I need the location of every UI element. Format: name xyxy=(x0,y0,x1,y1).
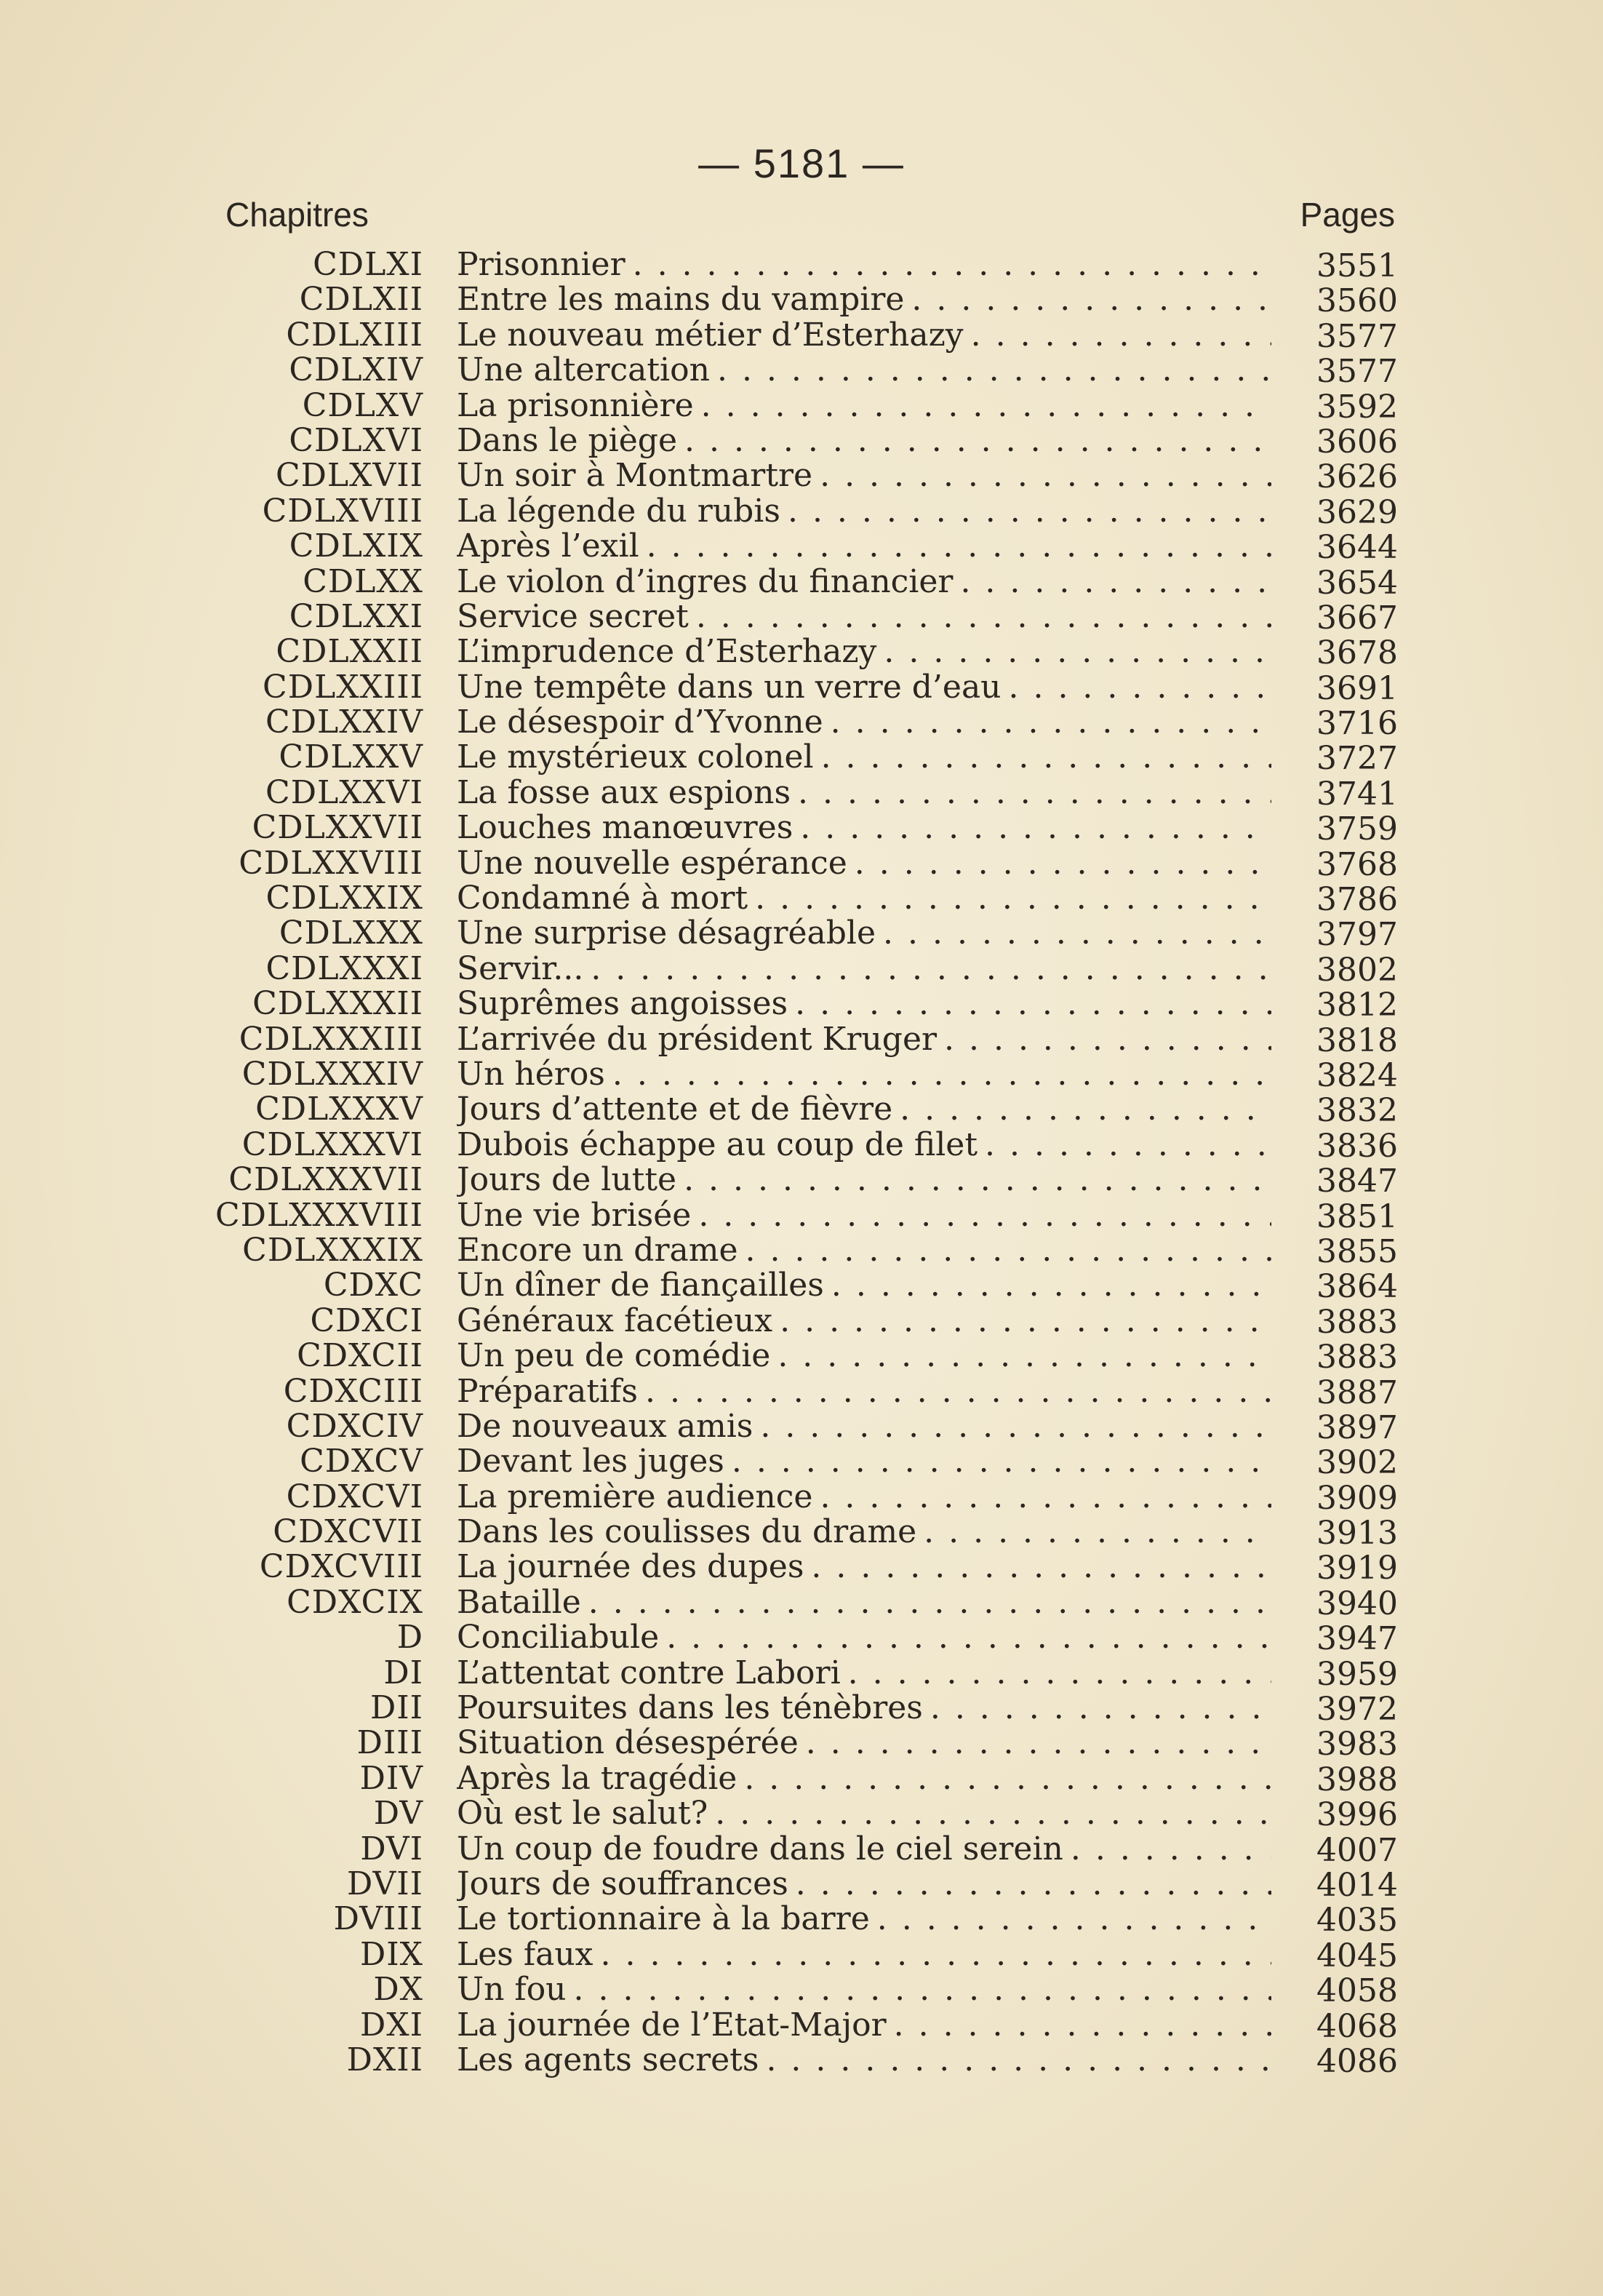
chapter-title: Servir... . . . xyxy=(457,952,591,986)
chapter-number: CDLXXXIII xyxy=(239,1020,423,1058)
chapter-title-leader xyxy=(457,810,1271,845)
toc-entry xyxy=(0,1125,1603,1165)
chapter-title: La journée de l’Etat-Major . . . xyxy=(457,2008,894,2043)
chapter-title-leader xyxy=(457,1515,1271,1550)
toc-entry xyxy=(0,1585,1603,1620)
chapter-title: Suprêmes angoisses . . . xyxy=(457,986,795,1021)
chapter-title-leader xyxy=(457,846,1271,881)
chapter-title-leader xyxy=(457,1972,1271,2007)
chapter-title: Après l’exil . . . xyxy=(457,529,647,564)
toc-entry xyxy=(0,562,1603,602)
toc-entry xyxy=(0,880,1603,919)
chapter-title: Un héros . . . xyxy=(457,1057,612,1092)
page-ref: 3654 xyxy=(1316,564,1398,602)
chapter-number: CDLXXXV xyxy=(255,1091,423,1128)
chapter-title-leader xyxy=(457,1620,1271,1655)
page-ref: 3560 xyxy=(1316,282,1398,320)
chapter-title-leader xyxy=(457,1656,1271,1691)
toc-entry xyxy=(0,846,1603,881)
page-ref: 3644 xyxy=(1316,529,1398,567)
chapter-title-leader xyxy=(457,1550,1271,1585)
chapter-title: La première audience . . . xyxy=(457,1480,820,1515)
chapter-title: Une tempête dans un verre d’eau . . . xyxy=(457,670,1009,705)
page-ref: 3727 xyxy=(1316,740,1398,778)
page-ref: 3759 xyxy=(1316,810,1398,848)
toc-entry xyxy=(0,527,1603,567)
chapter-number: CDLXXVI xyxy=(265,773,423,811)
chapter-title: L’arrivée du président Kruger . . . xyxy=(457,1022,944,1057)
page-ref: 3551 xyxy=(1316,247,1398,284)
chapter-title: Une vie brisée . . . xyxy=(457,1198,698,1233)
chapter-number: DVI xyxy=(360,1830,423,1868)
page-ref: 3919 xyxy=(1316,1550,1398,1587)
chapter-title-leader xyxy=(457,2008,1271,2043)
toc-entry xyxy=(0,1515,1603,1550)
chapter-title: Généraux facétieux . . . xyxy=(457,1304,780,1339)
chapter-number: CDLXXXVIII xyxy=(215,1196,423,1234)
page-ref: 4086 xyxy=(1316,2042,1398,2080)
toc-entry xyxy=(0,949,1603,989)
chapter-title: Un soir à Montmartre . . . xyxy=(457,458,820,493)
chapter-number: CDLXXXVII xyxy=(228,1161,423,1199)
toc-entry xyxy=(0,1198,1603,1233)
page-ref: 3972 xyxy=(1316,1691,1398,1729)
chapter-title: La légende du rubis . . . xyxy=(457,494,788,529)
chapter-title-leader xyxy=(457,423,1271,458)
page-ref: 3897 xyxy=(1316,1408,1398,1446)
chapter-number: CDLXXXIX xyxy=(242,1231,423,1269)
toc-entry xyxy=(0,1761,1603,1796)
chapter-number: CDLXXXIV xyxy=(241,1055,423,1093)
chapter-title: Dans le piège . . . xyxy=(457,423,684,458)
chapter-title-leader xyxy=(457,1761,1271,1796)
chapter-title-leader xyxy=(457,740,1271,775)
toc-entry xyxy=(0,1233,1603,1268)
page-ref: 3883 xyxy=(1316,1303,1398,1341)
chapter-number: CDLXIII xyxy=(286,316,423,354)
chapter-title-leader xyxy=(457,1233,1271,1268)
chapter-title-leader xyxy=(457,1128,1271,1163)
chapter-title-leader xyxy=(457,494,1271,529)
chapter-title-leader xyxy=(457,599,1271,634)
chapter-number: CDLXXI xyxy=(289,597,423,635)
toc-entry xyxy=(0,281,1603,320)
chapter-number: CDLXXXVI xyxy=(241,1125,423,1163)
toc-entry xyxy=(0,670,1603,705)
chapter-title-leader xyxy=(457,1585,1271,1620)
page-ref: 3786 xyxy=(1316,881,1398,919)
chapter-title: Prisonnier . . . xyxy=(457,247,633,282)
toc-entry xyxy=(0,2043,1603,2078)
chapter-number: DXI xyxy=(360,2006,423,2044)
chapter-title-leader xyxy=(457,529,1271,564)
toc-entry xyxy=(0,351,1603,391)
toc-entry xyxy=(0,773,1603,813)
chapter-title: Après la tragédie . . . xyxy=(457,1761,744,1796)
chapter-title: Le désespoir d’Yvonne . . . xyxy=(457,705,831,740)
chapter-title: Une altercation . . . xyxy=(457,353,717,388)
chapter-title: La prisonnière . . . xyxy=(457,388,701,423)
chapter-title: Poursuites dans les ténèbres . . . xyxy=(457,1691,930,1726)
chapter-title-leader xyxy=(457,1409,1271,1444)
toc-entry xyxy=(0,1832,1603,1867)
page-ref: 3902 xyxy=(1316,1444,1398,1482)
page-ref: 4007 xyxy=(1316,1831,1398,1869)
chapter-number: DX xyxy=(373,1971,423,2009)
toc-entry xyxy=(0,1161,1603,1200)
chapter-title: Condamné à mort . . . xyxy=(457,881,755,916)
toc-entry xyxy=(0,1867,1603,1902)
page-ref: 3947 xyxy=(1316,1620,1398,1658)
toc-entry xyxy=(0,809,1603,848)
toc-entry xyxy=(0,633,1603,672)
chapter-number: CDXCVIII xyxy=(259,1548,423,1586)
chapter-number: CDLXXX xyxy=(279,914,423,952)
page-ref: 4035 xyxy=(1316,1902,1398,1940)
toc-entry xyxy=(0,1091,1603,1130)
chapter-title: Louches manœuvres . . . xyxy=(457,810,800,845)
chapter-title: De nouveaux amis . . . xyxy=(457,1409,760,1444)
page-ref: 3797 xyxy=(1316,916,1398,954)
chapter-title-leader xyxy=(457,1832,1271,1867)
chapter-title: Devant les juges . . . xyxy=(457,1444,732,1479)
chapter-number: CDXCVII xyxy=(273,1513,423,1551)
chapter-title-leader xyxy=(457,458,1271,493)
toc-entry xyxy=(0,2008,1603,2043)
toc-entry xyxy=(0,1656,1603,1691)
chapter-title-leader xyxy=(457,881,1271,916)
chapter-title-leader xyxy=(457,1867,1271,1902)
toc-entry xyxy=(0,318,1603,353)
page-ref: 3667 xyxy=(1316,599,1398,637)
chapter-number: CDLXXIX xyxy=(265,880,423,917)
page-ref: 3716 xyxy=(1316,705,1398,743)
chapter-title-leader xyxy=(457,1937,1271,1972)
chapter-number: CDLXIX xyxy=(289,527,423,565)
page-ref: 3883 xyxy=(1316,1339,1398,1376)
chapter-number: CDXCII xyxy=(297,1337,423,1375)
chapter-title: Entre les mains du vampire . . . xyxy=(457,282,911,317)
page-ref: 3851 xyxy=(1316,1197,1398,1235)
chapter-title: Une nouvelle espérance . . . xyxy=(457,846,855,881)
chapter-title: Encore un drame . . . xyxy=(457,1233,745,1268)
chapter-title-leader xyxy=(457,1163,1271,1197)
chapter-title: L’imprudence d’Esterhazy . . . xyxy=(457,634,884,669)
chapter-title-leader xyxy=(457,318,1271,353)
page-ref: 3959 xyxy=(1316,1655,1398,1693)
chapter-title: Service secret . . . xyxy=(457,599,696,634)
chapter-number: CDLXXVII xyxy=(252,809,423,847)
page-ref: 3678 xyxy=(1316,634,1398,672)
page-number: — 5181 — xyxy=(698,140,905,186)
chapter-title-leader xyxy=(457,1444,1271,1479)
page-ref: 3629 xyxy=(1316,493,1398,531)
chapter-title: La journée des dupes . . . xyxy=(457,1550,811,1585)
toc-entry xyxy=(0,1339,1603,1374)
chapter-title: Jours de souffrances . . . xyxy=(457,1867,796,1902)
chapter-number: DIII xyxy=(356,1724,423,1762)
chapter-number: CDLXXII xyxy=(276,633,423,671)
toc-entry xyxy=(0,703,1603,743)
page-ref: 3864 xyxy=(1316,1268,1398,1306)
chapter-title: Un coup de foudre dans le ciel serein . . . xyxy=(457,1832,1071,1867)
chapter-title-leader xyxy=(457,388,1271,423)
chapter-title-leader xyxy=(457,1022,1271,1057)
chapter-title-leader xyxy=(457,952,1271,986)
chapter-number: DXII xyxy=(346,2041,423,2078)
page-ref: 3855 xyxy=(1316,1232,1398,1270)
chapter-title: Préparatifs . . . xyxy=(457,1374,645,1409)
toc-entry xyxy=(0,494,1603,529)
toc-entry xyxy=(0,421,1603,461)
chapter-title-leader xyxy=(457,705,1271,740)
chapter-title: Le nouveau métier d’Esterhazy . . . xyxy=(457,318,971,353)
page-ref: 3824 xyxy=(1316,1056,1398,1094)
chapter-title-leader xyxy=(457,670,1271,705)
toc-entry xyxy=(0,1795,1603,1834)
chapter-title: Dubois échappe au coup de filet . . . xyxy=(457,1128,985,1163)
page-ref: 4068 xyxy=(1316,2007,1398,2045)
chapter-number: D xyxy=(396,1619,423,1657)
chapter-title: Les agents secrets . . . xyxy=(457,2043,766,2078)
toc-entry xyxy=(0,1619,1603,1658)
chapter-title: La fosse aux espions . . . xyxy=(457,776,798,810)
page-ref: 3988 xyxy=(1316,1761,1398,1798)
page-ref: 3847 xyxy=(1316,1163,1398,1200)
chapter-number: DVII xyxy=(346,1865,423,1902)
chapter-number: DI xyxy=(383,1654,423,1691)
table-of-contents xyxy=(0,247,1603,2078)
page-ref: 3577 xyxy=(1316,317,1398,355)
chapter-title-leader xyxy=(457,282,1271,317)
chapter-title: Le violon d’ingres du financier . . . xyxy=(457,565,960,599)
page-ref: 3832 xyxy=(1316,1092,1398,1130)
chapter-number: CDLXXIV xyxy=(265,703,423,741)
chapter-number: DII xyxy=(369,1689,423,1727)
chapter-title-leader xyxy=(457,1726,1271,1761)
chapter-number: CDXCI xyxy=(310,1302,423,1339)
page-ref: 3592 xyxy=(1316,388,1398,426)
chapter-title-leader xyxy=(457,565,1271,599)
chapter-number: CDLXVIII xyxy=(262,492,423,530)
chapter-number: CDLXI xyxy=(313,246,423,283)
chapter-number: CDLXXIII xyxy=(263,668,423,706)
toc-entry xyxy=(0,597,1603,637)
toc-entry xyxy=(0,1550,1603,1585)
chapter-title: Les faux . . . xyxy=(457,1937,601,1972)
chapter-title-leader xyxy=(457,1480,1271,1515)
toc-entry xyxy=(0,1937,1603,1972)
toc-entry xyxy=(0,1689,1603,1729)
chapter-number: CDXCIV xyxy=(286,1407,423,1445)
chapter-title-leader xyxy=(457,916,1271,951)
chapter-title-leader xyxy=(457,1339,1271,1374)
chapter-number: CDLXIV xyxy=(289,351,423,389)
chapter-number: DIV xyxy=(359,1759,423,1797)
chapter-number: DVIII xyxy=(333,1900,423,1938)
chapter-title-leader xyxy=(457,353,1271,388)
chapter-title-leader xyxy=(457,634,1271,669)
chapter-title-leader xyxy=(457,1057,1271,1092)
chapter-number: CDXCV xyxy=(300,1443,423,1480)
chapter-number: CDXCIX xyxy=(287,1583,423,1621)
chapter-title-leader xyxy=(457,1268,1271,1303)
chapter-title: Un dîner de fiançailles . . . xyxy=(457,1268,831,1303)
toc-entry xyxy=(0,985,1603,1024)
toc-entry xyxy=(0,1304,1603,1339)
chapter-title-leader xyxy=(457,2043,1271,2078)
page-ref: 3741 xyxy=(1316,775,1398,813)
chapter-title-leader xyxy=(457,776,1271,810)
toc-entry xyxy=(0,1409,1603,1444)
chapter-title: Jours d’attente et de fièvre . . . xyxy=(457,1092,900,1127)
chapter-number: CDLXII xyxy=(299,281,423,319)
page-ref: 3691 xyxy=(1316,669,1398,707)
chapter-number: CDLXVI xyxy=(289,421,423,459)
toc-entry xyxy=(0,457,1603,496)
page-ref: 3836 xyxy=(1316,1127,1398,1165)
chapter-number: CDLXXXI xyxy=(265,949,423,987)
toc-entry xyxy=(0,1900,1603,1940)
chapter-number: CDLXXXII xyxy=(252,985,423,1023)
chapter-number: CDLXX xyxy=(303,562,423,600)
chapter-title: Jours de lutte . . . xyxy=(457,1163,684,1197)
chapter-title: Dans les coulisses du drame . . . xyxy=(457,1515,924,1550)
toc-entry xyxy=(0,1726,1603,1761)
pages-header: Pages xyxy=(1300,196,1395,234)
chapter-title-leader xyxy=(457,1902,1271,1937)
chapter-title: Un fou . . . xyxy=(457,1972,574,2007)
page-ref: 3887 xyxy=(1316,1374,1398,1411)
toc-entry xyxy=(0,914,1603,954)
chapter-number: CDLXXVIII xyxy=(239,844,423,882)
toc-entry xyxy=(0,1057,1603,1092)
chapters-header: Chapitres xyxy=(225,196,369,234)
page-ref: 3818 xyxy=(1316,1021,1398,1059)
chapter-number: CDXC xyxy=(323,1267,423,1304)
toc-entry xyxy=(0,1480,1603,1515)
toc-entry xyxy=(0,1971,1603,2010)
chapter-title-leader xyxy=(457,1304,1271,1339)
chapter-title: Situation désespérée . . . xyxy=(457,1726,806,1761)
page-ref: 3940 xyxy=(1316,1585,1398,1622)
page-ref: 3577 xyxy=(1316,353,1398,391)
page-ref: 3626 xyxy=(1316,458,1398,496)
page-ref: 3606 xyxy=(1316,423,1398,461)
chapter-title: L’attentat contre Labori . . . xyxy=(457,1656,848,1691)
chapter-title-leader xyxy=(457,1691,1271,1726)
chapter-title: Une surprise désagréable . . . xyxy=(457,916,883,951)
chapter-number: DIX xyxy=(360,1935,423,1973)
page-ref: 3913 xyxy=(1316,1515,1398,1552)
chapter-title: Conciliabule . . . xyxy=(457,1620,666,1655)
toc-entry xyxy=(0,738,1603,778)
chapter-title-leader xyxy=(457,1198,1271,1233)
page-ref: 3802 xyxy=(1316,951,1398,989)
toc-entry xyxy=(0,247,1603,282)
toc-entry xyxy=(0,1443,1603,1482)
page-ref: 3909 xyxy=(1316,1479,1398,1517)
page-ref: 3768 xyxy=(1316,845,1398,883)
toc-entry xyxy=(0,386,1603,426)
chapter-title-leader xyxy=(457,1092,1271,1127)
chapter-title: Le mystérieux colonel . . . xyxy=(457,740,821,775)
chapter-title: Bataille . . . xyxy=(457,1585,588,1620)
chapter-number: CDLXXV xyxy=(279,738,423,776)
chapter-title-leader xyxy=(457,247,1271,282)
toc-entry xyxy=(0,1267,1603,1306)
chapter-title: Un peu de comédie . . . xyxy=(457,1339,777,1374)
chapter-title-leader xyxy=(457,1374,1271,1409)
chapter-number: CDXCVI xyxy=(286,1478,423,1515)
page-ref: 3983 xyxy=(1316,1726,1398,1763)
chapter-number: CDLXV xyxy=(302,386,423,424)
page-ref: 3812 xyxy=(1316,986,1398,1024)
chapter-title-leader xyxy=(457,986,1271,1021)
page-ref: 4045 xyxy=(1316,1937,1398,1974)
chapter-number: CDLXVII xyxy=(275,457,423,495)
chapter-title: Le tortionnaire à la barre . . . xyxy=(457,1902,877,1937)
chapter-title: Où est le salut? . . . xyxy=(457,1796,715,1831)
chapter-title-leader xyxy=(457,1796,1271,1831)
chapter-number: DV xyxy=(373,1795,423,1833)
chapter-number: CDXCIII xyxy=(283,1372,423,1410)
toc-entry xyxy=(0,1374,1603,1409)
page-ref: 3996 xyxy=(1316,1796,1398,1834)
page-ref: 4058 xyxy=(1316,1972,1398,2010)
toc-entry xyxy=(0,1022,1603,1057)
page-ref: 4014 xyxy=(1316,1866,1398,1904)
